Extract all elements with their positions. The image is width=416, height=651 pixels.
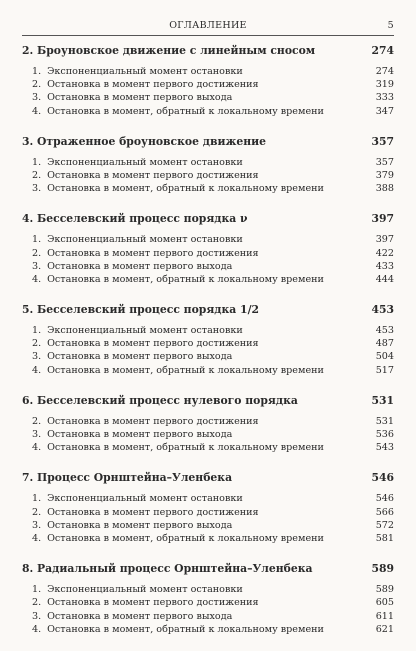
- section-page-number: 347: [375, 105, 394, 117]
- section-title: Остановка в момент первого достижения: [47, 597, 259, 609]
- section-title: Остановка в момент первого выхода: [47, 351, 233, 363]
- section-title: Остановка в момент, обратный к локальному времени: [47, 442, 324, 454]
- section-label: [32, 337, 259, 350]
- section-title: Остановка в момент первого выхода: [47, 260, 233, 272]
- section-entry: [22, 247, 394, 260]
- section-page-number: 319: [375, 79, 394, 91]
- section-label: [32, 441, 324, 454]
- chapter-page-number: 453: [371, 303, 394, 317]
- section-entry: [22, 364, 394, 377]
- section-entry: [22, 324, 394, 337]
- section-title: Остановка в момент первого выхода: [47, 610, 233, 622]
- section-entry: [22, 519, 394, 532]
- section-number: 2.: [32, 247, 42, 259]
- section-label: [32, 596, 259, 609]
- section-title: Остановка в момент, обратный к локальному времени: [47, 183, 324, 195]
- chapter-block: [22, 560, 394, 636]
- section-title: Экспоненциальный момент остановки: [47, 325, 243, 337]
- chapter-entry: [22, 560, 394, 578]
- section-entry: [22, 233, 394, 246]
- section-number: 1.: [32, 66, 42, 77]
- section-page-number: 504: [375, 351, 394, 363]
- section-page-number: 487: [375, 338, 394, 350]
- section-label: [32, 273, 324, 286]
- section-label: [32, 610, 232, 623]
- section-page-number: 357: [375, 156, 394, 168]
- section-number: 2.: [32, 79, 42, 91]
- section-title: Остановка в момент, обратный к локальному времени: [47, 623, 324, 635]
- chapter-title: 5. Бесселевский процесс порядка 1/2: [22, 303, 260, 317]
- section-title: Остановка в момент, обратный к локальному времени: [47, 273, 324, 285]
- section-number: 3.: [32, 429, 42, 440]
- section-label: [32, 519, 232, 532]
- section-page-number: 422: [375, 247, 394, 259]
- chapter-page-number: 589: [371, 562, 394, 576]
- section-entry: [22, 260, 394, 273]
- section-page-number: 543: [375, 442, 394, 454]
- section-title: Остановка в момент, обратный к локальному времени: [47, 364, 324, 376]
- section-entry: [22, 610, 394, 623]
- section-label: [32, 324, 243, 337]
- section-page-number: 379: [375, 169, 394, 181]
- section-number: 4.: [32, 532, 42, 544]
- section-title: Остановка в момент первого выхода: [47, 429, 233, 440]
- section-entry: [22, 596, 394, 609]
- section-number: 4.: [32, 105, 42, 117]
- chapter-title: 7. Процесс Орнштейна–Уленбека: [22, 471, 233, 485]
- section-label: [32, 169, 259, 182]
- section-entry: [22, 156, 394, 169]
- section-label: [32, 492, 243, 505]
- section-label: [32, 364, 324, 377]
- section-label: [32, 91, 232, 104]
- section-label: [32, 247, 259, 260]
- section-page-number: 611: [375, 610, 394, 622]
- chapter-block: [22, 133, 394, 196]
- chapter-entry: [22, 210, 394, 228]
- chapter-page-number: 397: [371, 212, 394, 226]
- section-title: Остановка в момент первого достижения: [47, 415, 259, 427]
- chapter-page-number: 274: [371, 44, 394, 57]
- section-entry: [22, 182, 394, 195]
- section-number: 3.: [32, 183, 42, 195]
- section-number: 4.: [32, 442, 42, 454]
- chapter-entry: [22, 469, 394, 487]
- chapter-title: 2. Броуновское движение с линейным сносом: [22, 44, 316, 57]
- section-number: 4.: [32, 623, 42, 635]
- section-label: [32, 506, 259, 519]
- chapter-title: 8. Радиальный процесс Орнштейна–Уленбека: [22, 562, 313, 576]
- section-page-number: 531: [375, 415, 394, 427]
- section-number: 4.: [32, 364, 42, 376]
- chapter-title: 3. Отраженное броуновское движение: [22, 134, 267, 148]
- section-label: [32, 583, 243, 596]
- running-header: [22, 20, 394, 34]
- chapter-entry: [22, 133, 394, 151]
- section-title: Остановка в момент первого достижения: [47, 506, 259, 518]
- table-of-contents: [22, 42, 394, 651]
- section-number: 1.: [32, 493, 42, 505]
- section-page-number: 444: [375, 273, 394, 285]
- section-page-number: 536: [375, 429, 394, 440]
- section-number: 2.: [32, 338, 42, 350]
- section-entry: [22, 428, 394, 441]
- chapter-page-number: 531: [371, 393, 394, 407]
- section-number: 4.: [32, 273, 42, 285]
- chapter-block: [22, 301, 394, 377]
- section-page-number: 517: [375, 364, 394, 376]
- section-entry: [22, 105, 394, 118]
- section-page-number: 397: [375, 234, 394, 246]
- chapter-entry: [22, 42, 394, 60]
- section-page-number: 605: [375, 597, 394, 609]
- chapter-entry: [22, 301, 394, 319]
- section-label: [32, 65, 243, 78]
- section-page-number: 572: [375, 519, 394, 531]
- section-entry: [22, 350, 394, 363]
- section-number: 2.: [32, 597, 42, 609]
- section-title: Остановка в момент первого достижения: [47, 247, 259, 259]
- section-title: Остановка в момент, обратный к локальному времени: [47, 105, 324, 117]
- section-entry: [22, 273, 394, 286]
- section-entry: [22, 532, 394, 545]
- chapter-block: [22, 42, 394, 118]
- chapter-block: [22, 210, 394, 286]
- section-title: Остановка в момент первого достижения: [47, 169, 259, 181]
- section-title: Остановка в момент первого выхода: [47, 92, 233, 104]
- section-entry: [22, 415, 394, 428]
- section-title: Остановка в момент, обратный к локальному времени: [47, 532, 324, 544]
- section-number: 3.: [32, 260, 42, 272]
- header-title: ОГЛАВЛЕНИЕ: [169, 20, 247, 31]
- section-entry: [22, 623, 394, 636]
- section-title: Экспоненциальный момент остановки: [47, 584, 243, 596]
- section-entry: [22, 441, 394, 454]
- section-entry: [22, 65, 394, 78]
- chapter-title: 4. Бесселевский процесс порядка ν: [22, 212, 248, 226]
- section-page-number: 274: [375, 66, 394, 77]
- section-title: Экспоненциальный момент остановки: [47, 66, 243, 77]
- section-title: Остановка в момент первого достижения: [47, 338, 259, 350]
- header-page-number: 5: [387, 20, 394, 31]
- section-page-number: 388: [375, 183, 394, 195]
- chapter-page-number: 546: [371, 471, 394, 485]
- section-number: 3.: [32, 519, 42, 531]
- section-entry: [22, 583, 394, 596]
- section-title: Экспоненциальный момент остановки: [47, 493, 243, 505]
- section-label: [32, 350, 232, 363]
- section-page-number: 581: [375, 532, 394, 544]
- section-number: 1.: [32, 325, 42, 337]
- section-label: [32, 623, 324, 636]
- section-page-number: 333: [375, 92, 394, 104]
- section-entry: [22, 337, 394, 350]
- section-page-number: 589: [375, 584, 394, 596]
- section-title: Остановка в момент первого выхода: [47, 519, 233, 531]
- section-number: 1.: [32, 234, 42, 246]
- section-page-number: 433: [375, 260, 394, 272]
- section-title: Экспоненциальный момент остановки: [47, 234, 243, 246]
- header-rule: [22, 35, 394, 36]
- section-entry: [22, 78, 394, 91]
- chapter-block: [22, 469, 394, 545]
- chapter-entry: [22, 392, 394, 410]
- section-title: Остановка в момент первого достижения: [47, 79, 259, 91]
- section-number: 1.: [32, 156, 42, 168]
- section-label: [32, 260, 232, 273]
- section-label: [32, 532, 324, 545]
- section-label: [32, 415, 259, 428]
- section-page-number: 566: [375, 506, 394, 518]
- section-number: 3.: [32, 610, 42, 622]
- section-number: 2.: [32, 415, 42, 427]
- section-number: 3.: [32, 92, 42, 104]
- section-label: [32, 156, 243, 169]
- chapter-block: [22, 392, 394, 455]
- section-number: 1.: [32, 584, 42, 596]
- section-number: 3.: [32, 351, 42, 363]
- section-title: Экспоненциальный момент остановки: [47, 156, 243, 168]
- section-entry: [22, 169, 394, 182]
- section-entry: [22, 91, 394, 104]
- section-page-number: 546: [375, 493, 394, 505]
- section-label: [32, 105, 324, 118]
- section-number: 2.: [32, 169, 42, 181]
- section-page-number: 453: [375, 325, 394, 337]
- section-label: [32, 182, 324, 195]
- section-entry: [22, 506, 394, 519]
- chapter-page-number: 357: [371, 134, 394, 148]
- section-page-number: 621: [375, 623, 394, 635]
- section-label: [32, 78, 259, 91]
- chapter-title: 6. Бесселевский процесс нулевого порядка: [22, 393, 298, 407]
- section-label: [32, 428, 232, 441]
- section-number: 2.: [32, 506, 42, 518]
- section-label: [32, 233, 243, 246]
- section-entry: [22, 492, 394, 505]
